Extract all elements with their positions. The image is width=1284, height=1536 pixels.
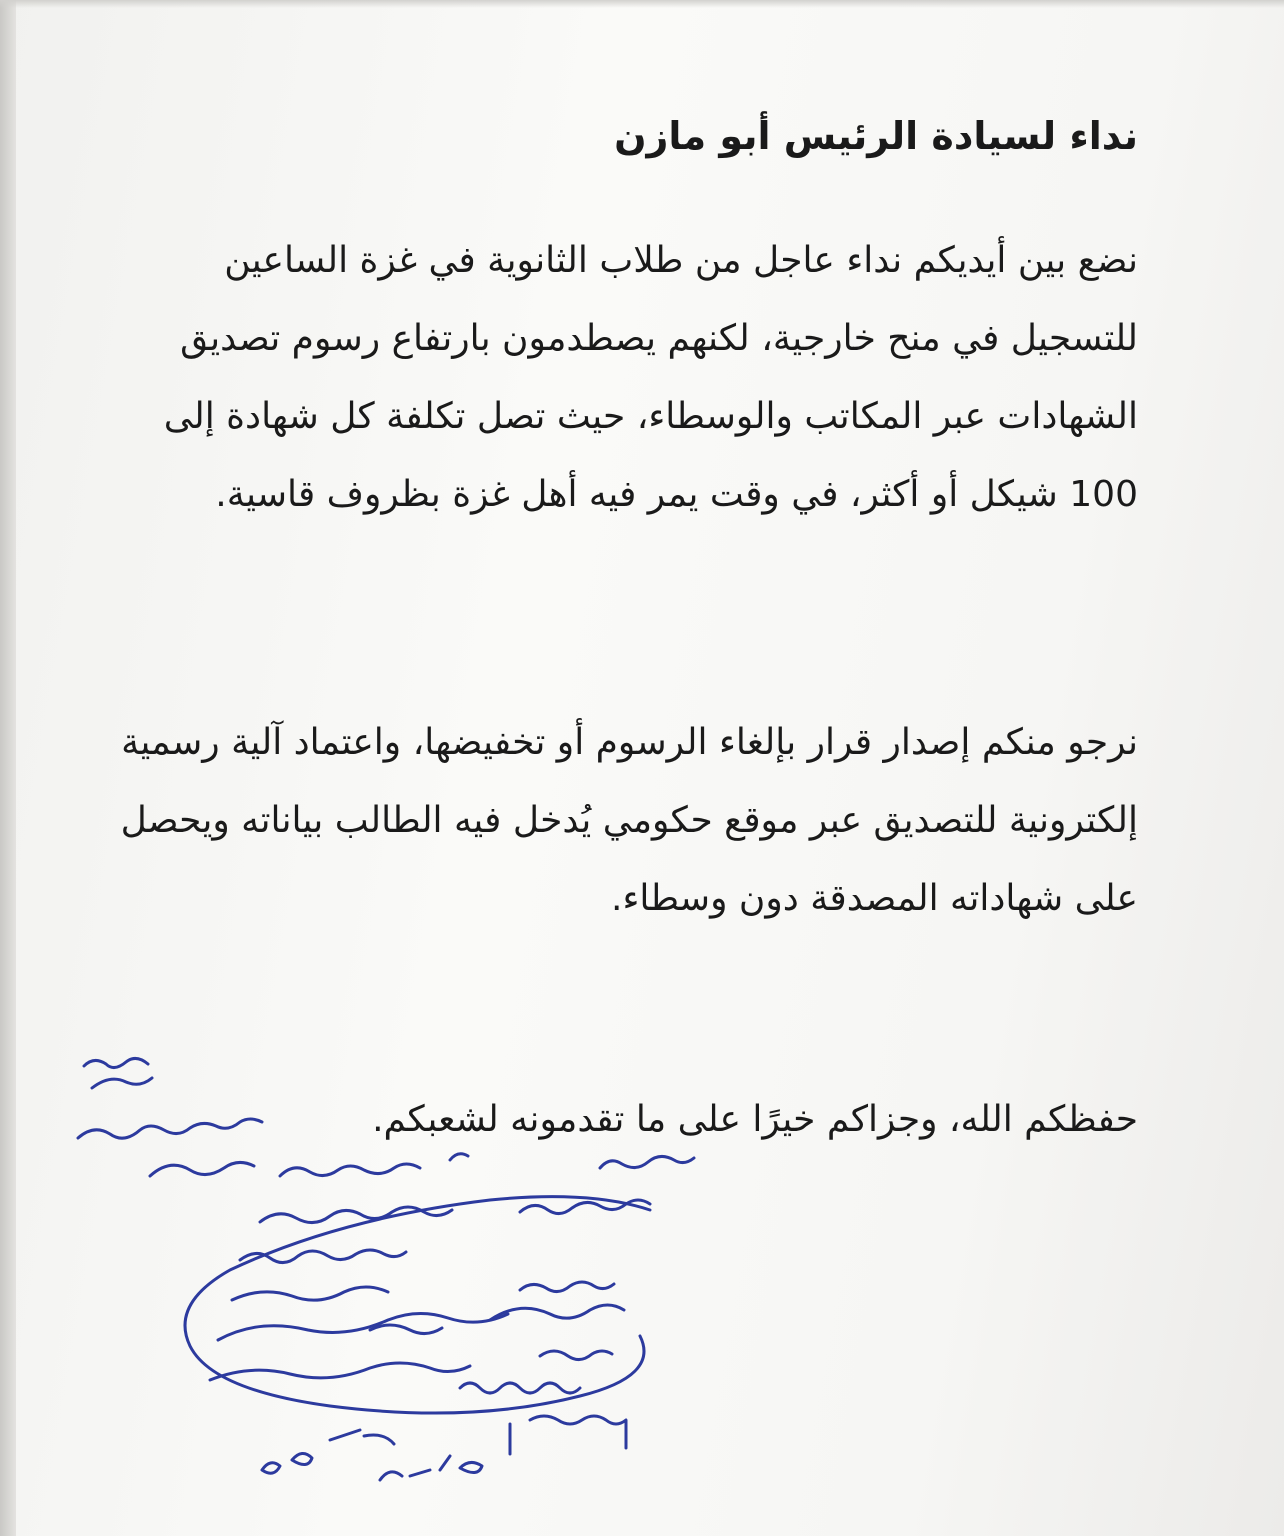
letter-paragraph-2: نرجو منكم إصدار قرار بإلغاء الرسوم أو تخفيضها، واعتماد آلية رسمية إلكترونية للتصديق عبر موقع حكومي يُدخل فيه الطالب بياناته ويحصل على شهاداته المصدقة دون وسطاء.	[120, 722, 1138, 919]
letter-closing: حفظكم الله، وجزاكم خيرًا على ما تقدمونه لشعبكم.	[372, 1099, 1138, 1140]
letter-paragraph-1: نضع بين أيديكم نداء عاجل من طلاب الثانوية في غزة الساعين للتسجيل في منح خارجية، لكنهم يصطدمون بارتفاع رسوم تصديق الشهادات عبر المكاتب والوسطاء، حيث تصل تكلفة كل شهادة إلى 100 شيكل أو أكثر، في وقت يمر فيه أهل غزة بظروف قاسية.	[163, 240, 1138, 515]
letter-title: نداء لسيادة الرئيس أبو مازن	[614, 114, 1138, 158]
